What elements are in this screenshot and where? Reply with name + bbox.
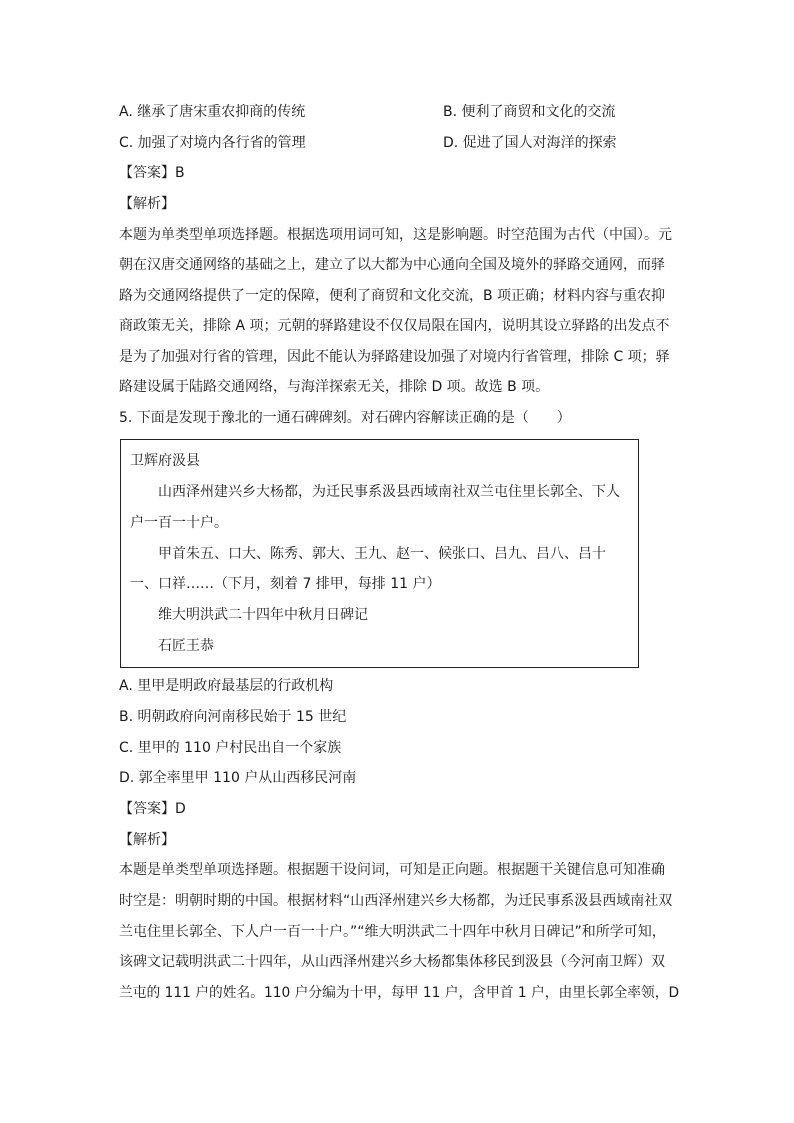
q4-option-b: B. 便利了商贸和文化的交流 xyxy=(443,104,616,120)
q4-option-d: D. 促进了国人对海洋的探索 xyxy=(443,135,617,151)
inscription-line: 一、口祥……（下月，刻着 7 排甲，每排 11 户） xyxy=(130,576,441,592)
q5-analysis-line: 兰屯的 111 户的姓名。110 户分编为十甲，每甲 11 户，含甲首 1 户，由里长郭全率领，D xyxy=(119,985,680,1001)
q5-analysis-line: 兰屯住里长郭全、下人户一百一十户。”“维大明洪武二十四年中秋月日碑记”和所学可知， xyxy=(119,924,666,940)
q5-option-c: C. 里甲的 110 户村民出自一个家族 xyxy=(119,740,342,756)
q5-stem: 5. 下面是发现于豫北的一通石碑碑刻。对石碑内容解读正确的是（ ） xyxy=(119,410,571,426)
inscription-heading: 卫辉府汲县 xyxy=(130,453,200,469)
q5-analysis-line: 该碑文记载明洪武二十四年，从山西泽州建兴乡大杨都集体移民到汲县（今河南卫辉）双 xyxy=(119,954,665,970)
inscription-mason: 石匠王恭 xyxy=(158,638,214,654)
q4-analysis-label: 【解析】 xyxy=(119,196,175,212)
q5-option-b: B. 明朝政府向河南移民始于 15 世纪 xyxy=(119,709,347,725)
q4-answer: 【答案】B xyxy=(119,165,185,181)
q4-analysis-line: 本题为单类型单项选择题。根据选项用词可知，这是影响题。时空范围为古代（中国）。元 xyxy=(119,227,672,243)
q4-analysis-line: 路建设属于陆路交通网络，与海洋探索无关，排除 D 项。故选 B 项。 xyxy=(119,379,550,395)
q5-analysis-label: 【解析】 xyxy=(119,832,175,848)
q4-option-a: A. 继承了唐宋重农抑商的传统 xyxy=(119,104,306,120)
q4-analysis-line: 是为了加强对行省的管理，因此不能认为驿路建设加强了对境内行省管理，排除 C 项；驿 xyxy=(119,349,670,365)
inscription-line: 甲首朱五、口大、陈秀、郭大、王九、赵一、候张口、吕九、吕八、吕十 xyxy=(158,546,606,562)
q4-analysis-line: 路为交通网络提供了一定的保障，便利了商贸和文化交流，B 项正确；材料内容与重农抑 xyxy=(119,288,666,304)
q4-option-c: C. 加强了对境内各行省的管理 xyxy=(119,135,306,151)
inscription-line: 山西泽州建兴乡大杨都，为迁民事系汲县西域南社双兰屯住里长郭全、下人 xyxy=(158,484,620,500)
inscription-line: 户一百一十户。 xyxy=(130,515,228,531)
q5-option-d: D. 郭全率里甲 110 户从山西移民河南 xyxy=(119,770,357,786)
q5-option-a: A. 里甲是明政府最基层的行政机构 xyxy=(119,678,334,694)
q5-analysis-line: 时空是：明朝时期的中国。根据材料“山西泽州建兴乡大杨都，为迁民事系汲县西域南社双 xyxy=(119,893,673,909)
q4-analysis-line: 朝在汉唐交通网络的基础之上，建立了以大都为中心通向全国及境外的驿路交通网，而驿 xyxy=(119,257,665,273)
q5-answer: 【答案】D xyxy=(119,801,186,817)
inscription-date: 维大明洪武二十四年中秋月日碑记 xyxy=(158,607,368,623)
inscription-box xyxy=(120,439,639,668)
q4-analysis-line: 商政策无关，排除 A 项；元朝的驿路建设不仅仅局限在国内，说明其设立驿路的出发点不 xyxy=(119,318,670,334)
q5-analysis-line: 本题是单类型单项选择题。根据题干设问词，可知是正向题。根据题干关键信息可知准确 xyxy=(119,862,665,878)
